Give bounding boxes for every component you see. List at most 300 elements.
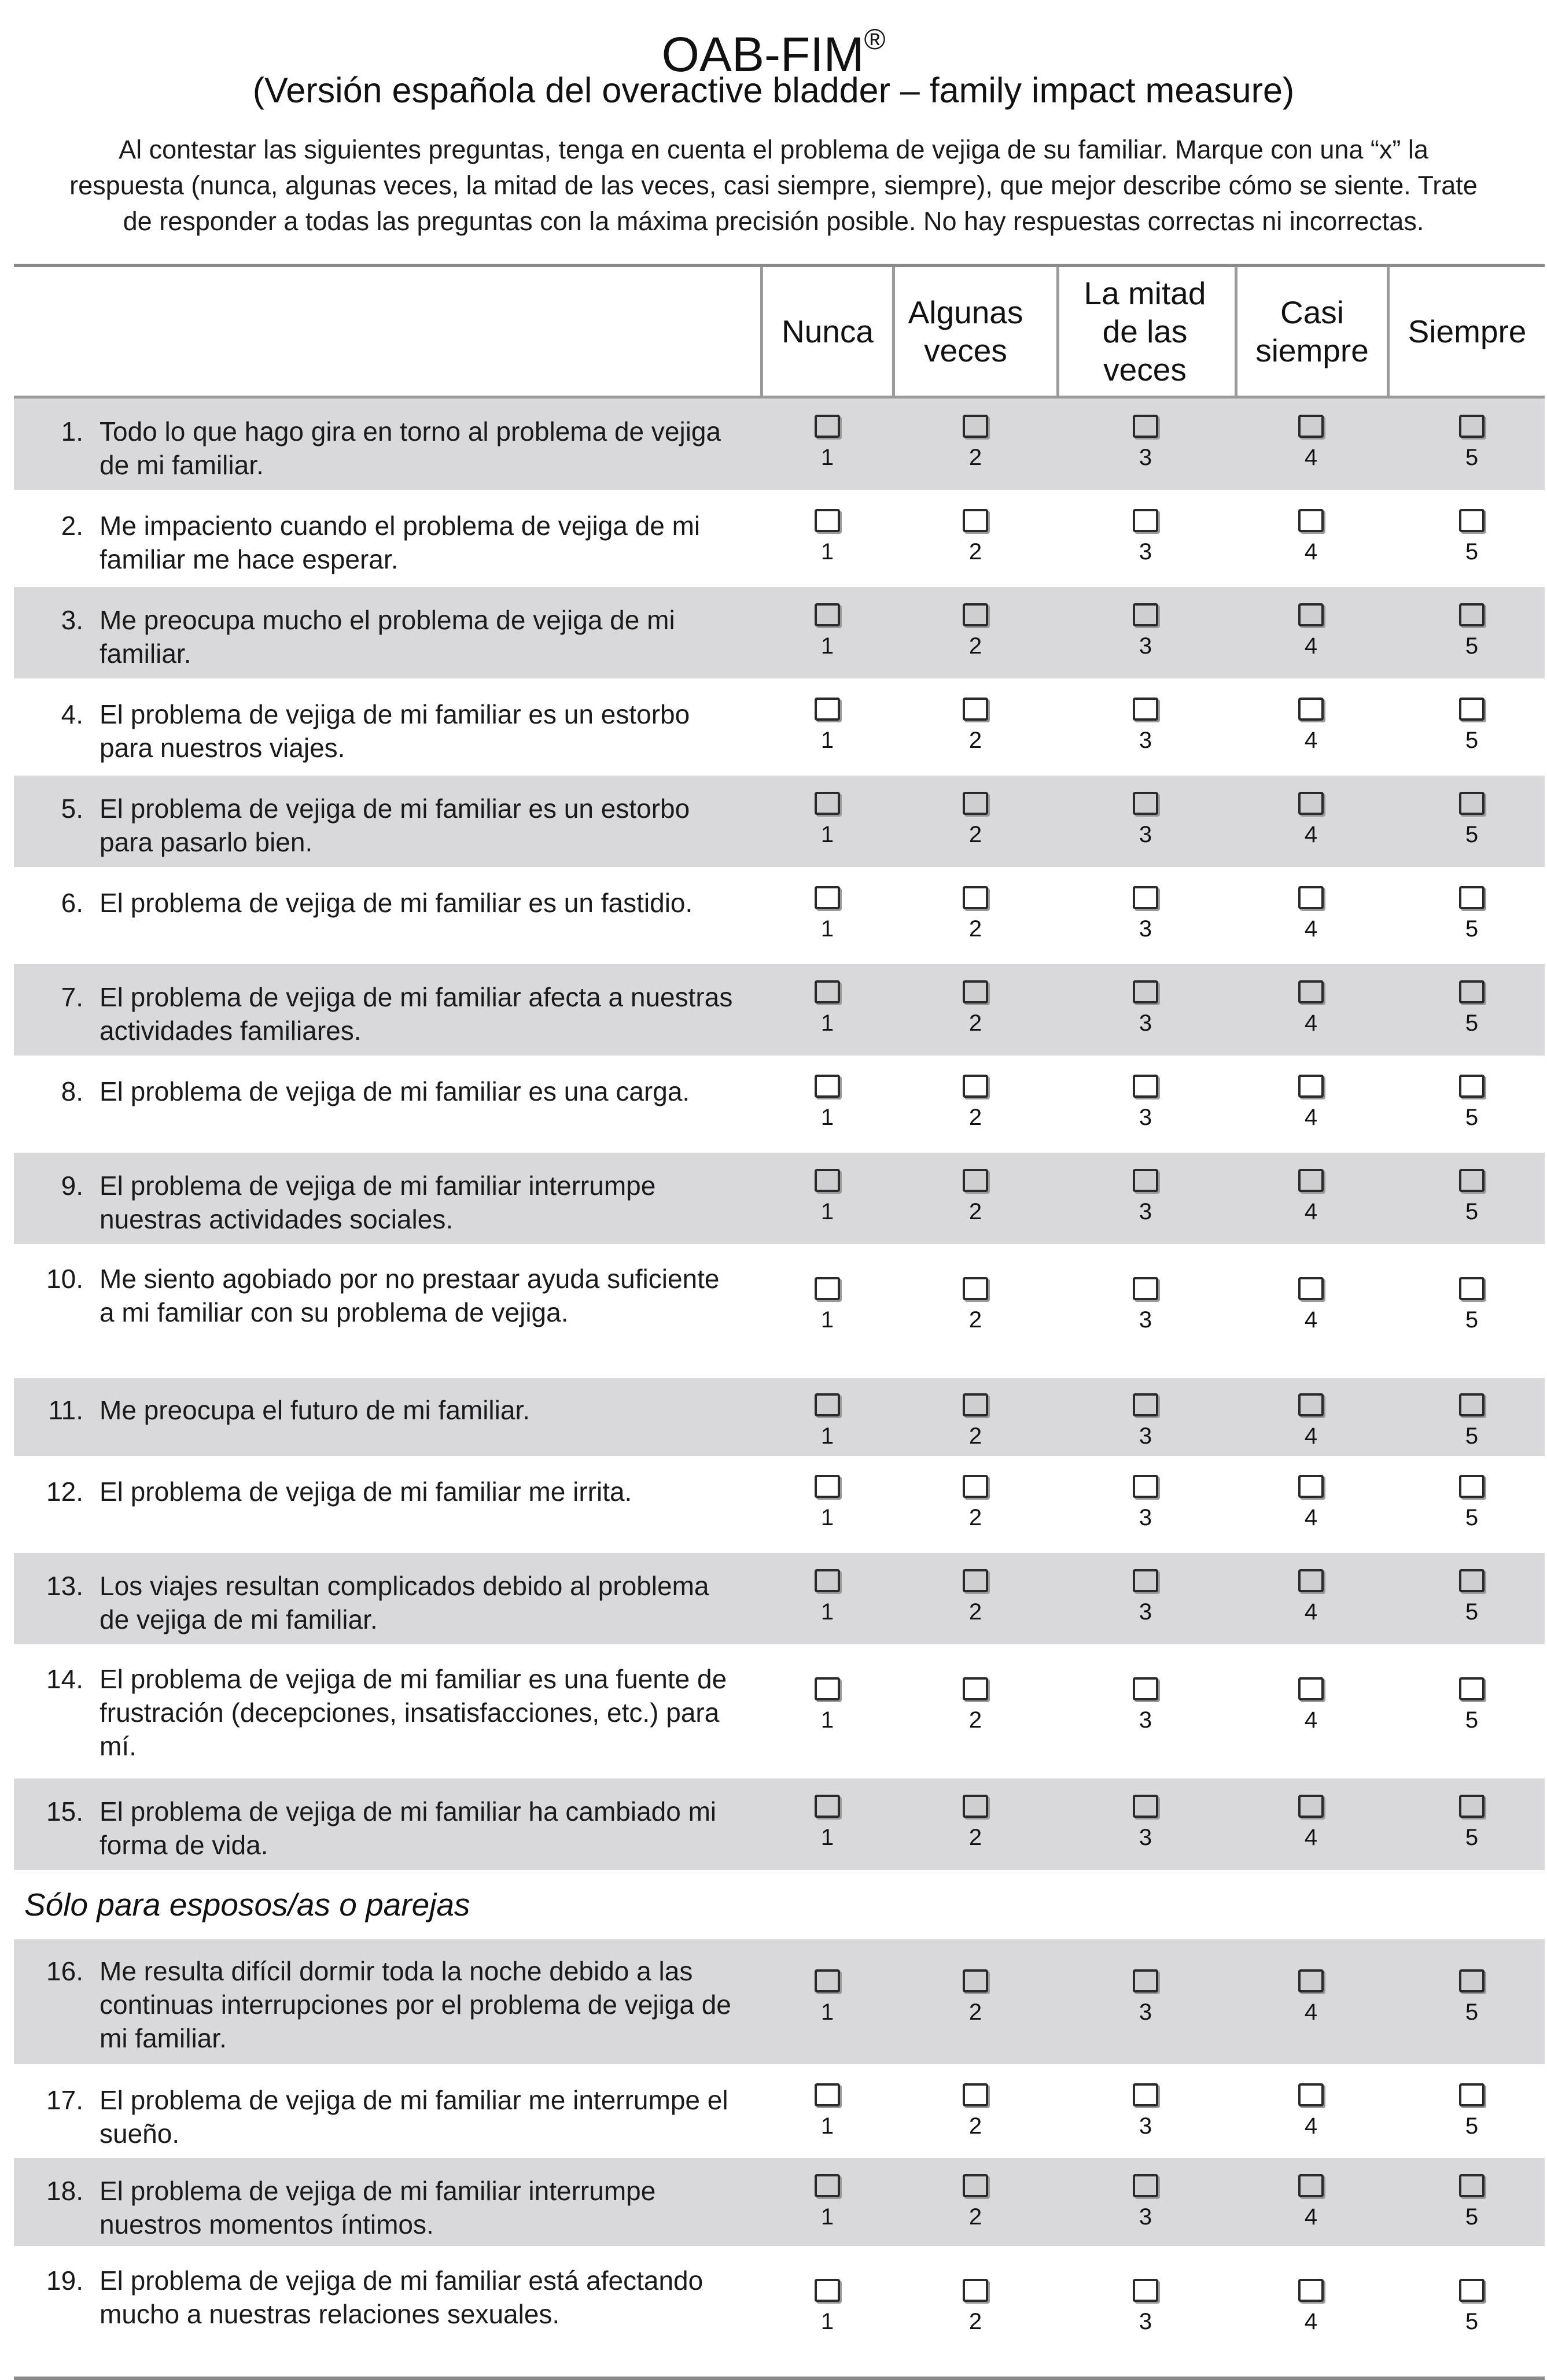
question-row xyxy=(14,1553,1545,1647)
answer-option-1 xyxy=(793,792,862,848)
option-number: 5 xyxy=(1465,633,1479,659)
answer-option-2 xyxy=(941,1393,1010,1450)
option-number: 4 xyxy=(1304,1105,1318,1130)
answer-checkbox[interactable] xyxy=(815,698,840,721)
answer-checkbox[interactable] xyxy=(1459,415,1485,438)
answer-option-5 xyxy=(1437,1169,1507,1226)
answer-option-5 xyxy=(1437,1075,1507,1131)
answer-checkbox[interactable] xyxy=(1298,1475,1324,1498)
question-row xyxy=(14,587,1545,681)
question-text: Me impaciento cuando el problema de vejiga de mi familiar me hace esperar. xyxy=(100,511,701,574)
answer-checkbox[interactable] xyxy=(963,1795,988,1818)
answer-option-5 xyxy=(1437,1475,1507,1532)
answer-checkbox[interactable] xyxy=(815,1393,840,1416)
answer-checkbox[interactable] xyxy=(1298,1393,1324,1416)
option-number: 5 xyxy=(1465,1999,1479,2025)
answer-option-4 xyxy=(1276,1277,1346,1334)
option-number: 2 xyxy=(968,822,982,847)
option-number: 3 xyxy=(1139,1199,1152,1224)
answer-checkbox[interactable] xyxy=(1298,980,1324,1003)
option-number: 2 xyxy=(968,1105,982,1130)
form-subtitle: (Versión española del overactive bladder – family impact measure) xyxy=(252,71,1295,110)
questions-group xyxy=(14,398,1545,1873)
option-number: 4 xyxy=(1304,1199,1318,1224)
column-divider xyxy=(892,267,895,396)
answer-checkbox[interactable] xyxy=(1133,415,1158,438)
column-header-algunas-veces: Algunas veces xyxy=(908,294,1023,368)
answer-option-2 xyxy=(941,1075,1010,1131)
answer-option-5 xyxy=(1437,415,1507,471)
answer-option-5 xyxy=(1437,1795,1507,1851)
table-header xyxy=(14,267,1545,398)
question-text: El problema de vejiga de mi familiar afecta a nuestras actividades familiares. xyxy=(100,982,733,1046)
answer-checkbox[interactable] xyxy=(1459,1569,1485,1592)
option-number: 3 xyxy=(1139,445,1152,470)
option-number: 4 xyxy=(1304,1599,1318,1625)
option-number: 5 xyxy=(1465,539,1479,564)
option-number: 5 xyxy=(1465,728,1479,753)
answer-checkbox[interactable] xyxy=(815,886,840,909)
question-text: Todo lo que hago gira en torno al problema de vejiga de mi familiar. xyxy=(100,416,721,480)
option-number: 2 xyxy=(968,2113,982,2139)
option-number: 5 xyxy=(1465,445,1479,470)
option-number: 3 xyxy=(1139,1999,1152,2025)
answer-checkbox[interactable] xyxy=(815,1475,840,1498)
answer-option-5 xyxy=(1437,509,1507,566)
question-number: 14. xyxy=(46,1664,83,1694)
question-text: El problema de vejiga de mi familiar es una carga. xyxy=(100,1076,690,1106)
answer-option-3 xyxy=(1111,1569,1180,1626)
option-number: 3 xyxy=(1139,2113,1152,2139)
question-row xyxy=(14,776,1545,870)
answer-checkbox[interactable] xyxy=(1298,2083,1324,2106)
answer-checkbox[interactable] xyxy=(1298,509,1324,532)
answer-option-2 xyxy=(941,2174,1010,2231)
option-number: 3 xyxy=(1139,1505,1152,1530)
answer-option-2 xyxy=(941,698,1010,754)
question-number: 5. xyxy=(61,794,83,824)
answer-checkbox[interactable] xyxy=(1459,698,1485,721)
answer-checkbox[interactable] xyxy=(815,509,840,532)
answer-option-2 xyxy=(941,1277,1010,1334)
answer-checkbox[interactable] xyxy=(1298,1569,1324,1592)
answer-checkbox[interactable] xyxy=(1459,1393,1485,1416)
answer-option-5 xyxy=(1437,886,1507,943)
question-text: El problema de vejiga de mi familiar es un estorbo para pasarlo bien. xyxy=(100,794,690,857)
answer-option-1 xyxy=(793,886,862,943)
answer-option-3 xyxy=(1111,1969,1180,2026)
answer-option-1 xyxy=(793,1969,862,2026)
answer-checkbox[interactable] xyxy=(1133,1677,1158,1700)
answer-checkbox[interactable] xyxy=(815,1075,840,1098)
option-number: 1 xyxy=(820,1599,834,1625)
option-number: 3 xyxy=(1139,2204,1152,2230)
answer-checkbox[interactable] xyxy=(1298,698,1324,721)
answer-checkbox[interactable] xyxy=(963,1569,988,1592)
answer-option-4 xyxy=(1276,1075,1346,1131)
option-number: 5 xyxy=(1465,1505,1479,1530)
answer-checkbox[interactable] xyxy=(963,1969,988,1992)
answer-option-2 xyxy=(941,1969,1010,2026)
answer-checkbox[interactable] xyxy=(963,509,988,532)
answer-checkbox[interactable] xyxy=(963,980,988,1003)
answer-checkbox[interactable] xyxy=(1459,1969,1485,1992)
instructions xyxy=(0,132,1547,239)
option-number: 4 xyxy=(1304,1010,1318,1036)
question-row xyxy=(14,493,1545,587)
answer-option-3 xyxy=(1111,1075,1180,1131)
question-number: 10. xyxy=(46,1264,83,1294)
answer-checkbox[interactable] xyxy=(1133,1795,1158,1818)
answer-checkbox[interactable] xyxy=(1298,792,1324,815)
answer-option-2 xyxy=(941,2279,1010,2335)
answer-checkbox[interactable] xyxy=(1459,1795,1485,1818)
answer-checkbox[interactable] xyxy=(1298,415,1324,438)
answer-checkbox[interactable] xyxy=(1459,1169,1485,1192)
question-text: El problema de vejiga de mi familiar interrumpe nuestros momentos íntimos. xyxy=(100,2176,656,2239)
option-number: 3 xyxy=(1139,1307,1152,1333)
answer-option-3 xyxy=(1111,1795,1180,1851)
answer-checkbox[interactable] xyxy=(1133,886,1158,909)
answer-option-1 xyxy=(793,698,862,754)
answer-option-2 xyxy=(941,886,1010,943)
answer-checkbox[interactable] xyxy=(1298,2174,1324,2197)
answer-option-3 xyxy=(1111,1677,1180,1734)
answer-checkbox[interactable] xyxy=(815,2279,840,2302)
question-text: El problema de vejiga de mi familiar está afectando mucho a nuestras relaciones sexuales. xyxy=(100,2265,703,2329)
answer-option-1 xyxy=(793,509,862,566)
question-text: El problema de vejiga de mi familiar me irrita. xyxy=(100,1477,632,1507)
answer-checkbox[interactable] xyxy=(1298,886,1324,909)
option-number: 3 xyxy=(1139,822,1152,847)
answer-checkbox[interactable] xyxy=(1459,2279,1485,2302)
answer-option-1 xyxy=(793,2279,862,2335)
answer-option-1 xyxy=(793,1795,862,1851)
answer-option-1 xyxy=(793,1169,862,1226)
option-number: 4 xyxy=(1304,1423,1318,1449)
answer-option-4 xyxy=(1276,1677,1346,1734)
option-number: 3 xyxy=(1139,728,1152,753)
answer-checkbox[interactable] xyxy=(963,1677,988,1700)
answer-checkbox[interactable] xyxy=(815,1677,840,1700)
answer-checkbox[interactable] xyxy=(815,603,840,626)
option-number: 1 xyxy=(820,728,834,753)
answer-checkbox[interactable] xyxy=(1133,2279,1158,2302)
answer-checkbox[interactable] xyxy=(815,2083,840,2106)
partner-questions-group xyxy=(14,1939,1545,2377)
option-number: 1 xyxy=(820,1707,834,1733)
question-number: 11. xyxy=(48,1395,83,1425)
answer-checkbox[interactable] xyxy=(815,1569,840,1592)
answer-option-2 xyxy=(941,603,1010,660)
option-number: 2 xyxy=(968,728,982,753)
question-row xyxy=(14,2067,1545,2158)
option-number: 3 xyxy=(1139,633,1152,659)
question-number: 13. xyxy=(46,1571,83,1601)
option-number: 5 xyxy=(1465,1307,1479,1333)
question-number: 3. xyxy=(61,605,83,635)
question-number: 1. xyxy=(61,416,83,447)
answer-checkbox[interactable] xyxy=(1298,1795,1324,1818)
answer-checkbox[interactable] xyxy=(963,2083,988,2106)
option-number: 1 xyxy=(820,822,834,847)
option-number: 4 xyxy=(1304,1505,1318,1530)
question-text: Me siento agobiado por no prestaar ayuda suficiente a mi familiar con su problema de vejiga. xyxy=(100,1264,720,1327)
option-number: 2 xyxy=(968,1505,982,1530)
answer-option-5 xyxy=(1437,980,1507,1037)
option-number: 2 xyxy=(968,633,982,659)
column-header-nunca: Nunca xyxy=(782,313,874,349)
answer-option-2 xyxy=(941,1677,1010,1734)
question-number: 2. xyxy=(61,511,83,541)
question-row xyxy=(14,1459,1545,1553)
answer-checkbox[interactable] xyxy=(1133,1569,1158,1592)
answer-checkbox[interactable] xyxy=(1459,980,1485,1003)
answer-checkbox[interactable] xyxy=(963,1475,988,1498)
answer-checkbox[interactable] xyxy=(815,1969,840,1992)
answer-option-3 xyxy=(1111,698,1180,754)
question-number: 12. xyxy=(46,1477,83,1507)
option-number: 5 xyxy=(1465,822,1479,847)
question-number: 6. xyxy=(61,888,83,918)
answer-checkbox[interactable] xyxy=(1459,1475,1485,1498)
answer-option-3 xyxy=(1111,1277,1180,1334)
answer-option-5 xyxy=(1437,792,1507,848)
question-number: 15. xyxy=(46,1796,83,1826)
question-row xyxy=(14,681,1545,776)
answer-option-3 xyxy=(1111,415,1180,471)
question-number: 19. xyxy=(46,2265,83,2296)
option-number: 2 xyxy=(968,2309,982,2334)
answer-option-5 xyxy=(1437,2174,1507,2231)
answer-checkbox[interactable] xyxy=(1298,1969,1324,1992)
option-number: 1 xyxy=(820,1010,834,1036)
option-number: 2 xyxy=(968,1707,982,1733)
answer-checkbox[interactable] xyxy=(1133,2083,1158,2106)
answer-option-1 xyxy=(793,603,862,660)
answer-checkbox[interactable] xyxy=(1133,1969,1158,1992)
answer-checkbox[interactable] xyxy=(1133,980,1158,1003)
answer-checkbox[interactable] xyxy=(815,980,840,1003)
option-number: 2 xyxy=(968,1423,982,1449)
answer-option-2 xyxy=(941,1569,1010,1626)
option-number: 1 xyxy=(820,1423,834,1449)
answer-option-3 xyxy=(1111,1475,1180,1532)
column-header-siempre: Siempre xyxy=(1408,313,1527,349)
answer-option-1 xyxy=(793,1677,862,1734)
answer-option-3 xyxy=(1111,2279,1180,2335)
option-number: 1 xyxy=(820,1105,834,1130)
option-number: 3 xyxy=(1139,1010,1152,1036)
answer-option-4 xyxy=(1276,792,1346,848)
answer-checkbox[interactable] xyxy=(1133,1075,1158,1098)
answer-checkbox[interactable] xyxy=(1459,509,1485,532)
answer-checkbox[interactable] xyxy=(815,792,840,815)
option-number: 5 xyxy=(1465,1423,1479,1449)
option-number: 4 xyxy=(1304,1707,1318,1733)
answer-checkbox[interactable] xyxy=(1459,2174,1485,2197)
answer-checkbox[interactable] xyxy=(1133,2174,1158,2197)
question-row xyxy=(14,1778,1545,1873)
answer-option-3 xyxy=(1111,1169,1180,1226)
question-row xyxy=(14,398,1545,493)
answer-checkbox[interactable] xyxy=(1133,1393,1158,1416)
option-number: 4 xyxy=(1304,2113,1318,2139)
option-number: 5 xyxy=(1465,2204,1479,2230)
question-row xyxy=(14,1153,1545,1247)
option-number: 4 xyxy=(1304,2204,1318,2230)
answer-option-4 xyxy=(1276,980,1346,1037)
option-number: 5 xyxy=(1465,2309,1479,2334)
answer-checkbox[interactable] xyxy=(815,2174,840,2197)
questionnaire-table xyxy=(14,264,1545,2380)
answer-option-5 xyxy=(1437,1677,1507,1734)
answer-checkbox[interactable] xyxy=(963,886,988,909)
question-text: El problema de vejiga de mi familiar es un fastidio. xyxy=(100,888,693,918)
answer-checkbox[interactable] xyxy=(815,415,840,438)
question-number: 4. xyxy=(61,699,83,729)
question-text: El problema de vejiga de mi familiar interrumpe nuestras actividades sociales. xyxy=(100,1171,656,1234)
answer-checkbox[interactable] xyxy=(1133,1277,1158,1300)
option-number: 1 xyxy=(820,633,834,659)
answer-checkbox[interactable] xyxy=(963,603,988,626)
option-number: 2 xyxy=(968,1010,982,1036)
answer-checkbox[interactable] xyxy=(963,1393,988,1416)
answer-checkbox[interactable] xyxy=(815,1277,840,1300)
option-number: 2 xyxy=(968,539,982,564)
answer-checkbox[interactable] xyxy=(1298,1169,1324,1192)
answer-option-4 xyxy=(1276,1969,1346,2026)
answer-checkbox[interactable] xyxy=(1133,1169,1158,1192)
option-number: 1 xyxy=(820,1199,834,1224)
answer-option-5 xyxy=(1437,1569,1507,1626)
option-number: 3 xyxy=(1139,1105,1152,1130)
answer-checkbox[interactable] xyxy=(1133,603,1158,626)
answer-checkbox[interactable] xyxy=(1133,698,1158,721)
question-number: 8. xyxy=(61,1076,83,1106)
question-text: El problema de vejiga de mi familiar es un estorbo para nuestros viajes. xyxy=(100,699,690,763)
answer-checkbox[interactable] xyxy=(963,792,988,815)
option-number: 3 xyxy=(1139,2309,1152,2334)
answer-option-4 xyxy=(1276,415,1346,471)
option-number: 4 xyxy=(1304,1307,1318,1333)
answer-option-4 xyxy=(1276,1475,1346,1532)
question-text: El problema de vejiga de mi familiar me interrumpe el sueño. xyxy=(100,2085,728,2149)
answer-checkbox[interactable] xyxy=(815,1795,840,1818)
option-number: 3 xyxy=(1139,1825,1152,1850)
question-text: Me preocupa el futuro de mi familiar. xyxy=(100,1395,531,1425)
question-row xyxy=(14,2249,1545,2377)
answer-option-1 xyxy=(793,2083,862,2140)
option-number: 3 xyxy=(1139,1599,1152,1625)
answer-checkbox[interactable] xyxy=(1298,1075,1324,1098)
answer-checkbox[interactable] xyxy=(1133,1475,1158,1498)
answer-option-4 xyxy=(1276,509,1346,566)
answer-checkbox[interactable] xyxy=(963,2279,988,2302)
answer-option-1 xyxy=(793,1075,862,1131)
answer-option-5 xyxy=(1437,1969,1507,2026)
answer-option-1 xyxy=(793,1475,862,1532)
question-row xyxy=(14,1247,1545,1378)
answer-option-3 xyxy=(1111,2083,1180,2140)
answer-option-3 xyxy=(1111,603,1180,660)
option-number: 5 xyxy=(1465,2113,1479,2139)
answer-checkbox[interactable] xyxy=(1298,2279,1324,2302)
option-number: 3 xyxy=(1139,1423,1152,1449)
answer-option-5 xyxy=(1437,1393,1507,1450)
answer-option-2 xyxy=(941,2083,1010,2140)
answer-option-4 xyxy=(1276,698,1346,754)
answer-checkbox[interactable] xyxy=(1298,1277,1324,1300)
answer-checkbox[interactable] xyxy=(1298,603,1324,626)
option-number: 1 xyxy=(820,2113,834,2139)
answer-checkbox[interactable] xyxy=(963,1075,988,1098)
answer-option-2 xyxy=(941,509,1010,566)
answer-option-3 xyxy=(1111,792,1180,848)
option-number: 5 xyxy=(1465,1825,1479,1850)
option-number: 1 xyxy=(820,1825,834,1850)
question-text: El problema de vejiga de mi familiar ha cambiado mi forma de vida. xyxy=(100,1796,717,1860)
answer-option-5 xyxy=(1437,698,1507,754)
question-number: 18. xyxy=(46,2176,83,2206)
option-number: 4 xyxy=(1304,445,1318,470)
answer-checkbox[interactable] xyxy=(1459,886,1485,909)
answer-checkbox[interactable] xyxy=(1298,1677,1324,1700)
option-number: 2 xyxy=(968,1825,982,1850)
question-row xyxy=(14,870,1545,964)
answer-option-3 xyxy=(1111,1393,1180,1450)
answer-option-1 xyxy=(793,1569,862,1626)
answer-checkbox[interactable] xyxy=(1459,1277,1485,1300)
option-number: 5 xyxy=(1465,1010,1479,1036)
option-number: 1 xyxy=(820,539,834,564)
answer-option-1 xyxy=(793,2174,862,2231)
answer-checkbox[interactable] xyxy=(963,2174,988,2197)
answer-option-1 xyxy=(793,1277,862,1334)
answer-checkbox[interactable] xyxy=(963,415,988,438)
option-number: 2 xyxy=(968,916,982,942)
option-number: 2 xyxy=(968,1999,982,2025)
answer-checkbox[interactable] xyxy=(1133,792,1158,815)
answer-checkbox[interactable] xyxy=(963,1277,988,1300)
answer-checkbox[interactable] xyxy=(1459,1075,1485,1098)
answer-option-3 xyxy=(1111,980,1180,1037)
answer-checkbox[interactable] xyxy=(815,1169,840,1192)
answer-option-1 xyxy=(793,415,862,471)
option-number: 2 xyxy=(968,1599,982,1625)
answer-checkbox[interactable] xyxy=(1133,509,1158,532)
answer-option-5 xyxy=(1437,603,1507,660)
option-number: 5 xyxy=(1465,1707,1479,1733)
option-number: 3 xyxy=(1139,539,1152,564)
answer-checkbox[interactable] xyxy=(1459,1677,1485,1700)
registered-mark: ® xyxy=(864,23,886,56)
option-number: 2 xyxy=(968,1199,982,1224)
option-number: 4 xyxy=(1304,633,1318,659)
section-title: Sólo para esposos/as o parejas xyxy=(14,1873,1545,1939)
answer-option-4 xyxy=(1276,2279,1346,2335)
answer-option-4 xyxy=(1276,2174,1346,2231)
answer-checkbox[interactable] xyxy=(963,1169,988,1192)
answer-checkbox[interactable] xyxy=(963,698,988,721)
option-number: 1 xyxy=(820,2309,834,2334)
answer-checkbox[interactable] xyxy=(1459,603,1485,626)
answer-checkbox[interactable] xyxy=(1459,2083,1485,2106)
answer-checkbox[interactable] xyxy=(1459,792,1485,815)
answer-option-1 xyxy=(793,980,862,1037)
option-number: 2 xyxy=(968,1307,982,1333)
question-number: 7. xyxy=(61,982,83,1012)
